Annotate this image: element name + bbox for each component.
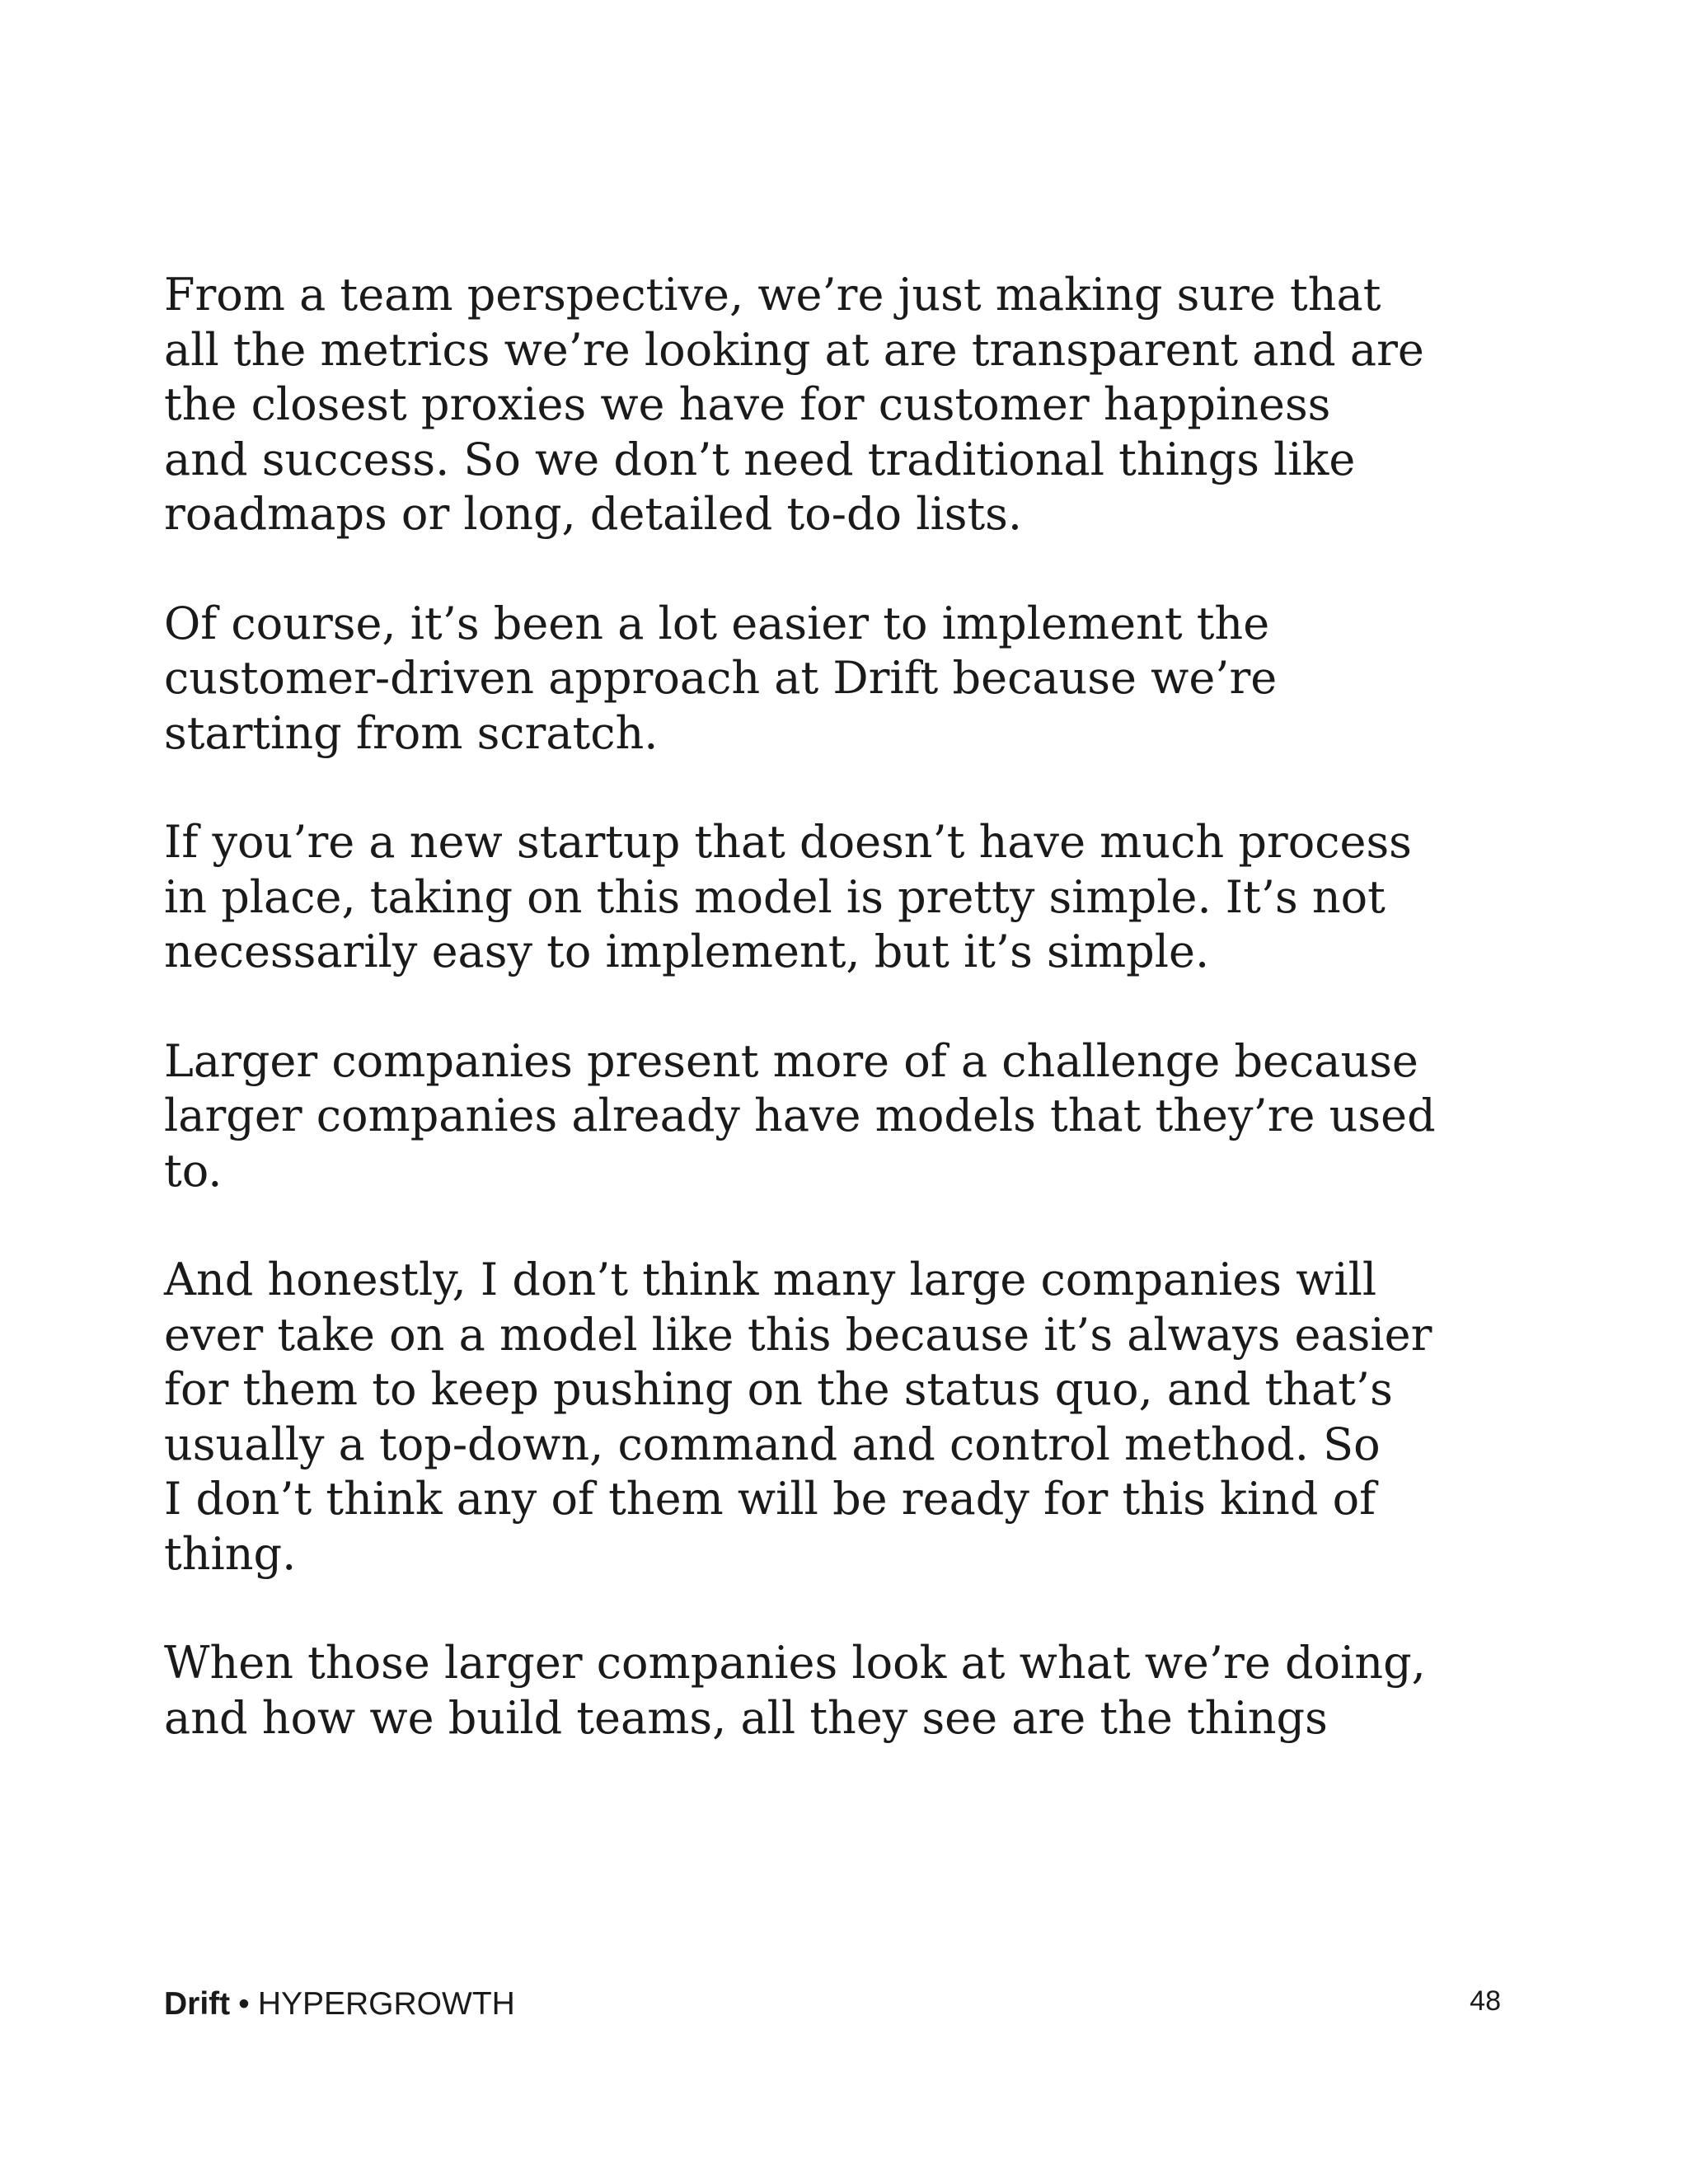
paragraph [164, 815, 1412, 980]
paragraph [164, 268, 1424, 542]
footer [164, 1986, 515, 2022]
body-text [164, 268, 1436, 1800]
text-line: usually a top-down, command and control method. So [164, 1418, 1381, 1470]
footer-separator: • [238, 1986, 250, 2022]
text-line: And honestly, I don’t think many large companies will [164, 1254, 1377, 1305]
text-line: for them to keep pushing on the status quo, and that’s [164, 1363, 1393, 1415]
text-line: larger companies already have models that they’re used [164, 1090, 1436, 1141]
text-line: and how we build teams, all they see are the things [164, 1691, 1328, 1744]
text-line: customer-driven approach at Drift because we’re [164, 652, 1278, 704]
text-line: I don’t think any of them will be ready for this kind of [164, 1473, 1376, 1525]
paragraph [164, 1636, 1426, 1746]
text-line: and success. So we don’t need traditional things like [164, 433, 1356, 485]
text-line: Of course, it’s been a lot easier to implement the [164, 597, 1270, 649]
text-line: thing. [164, 1527, 297, 1580]
text-line: From a team perspective, we’re just making sure that [164, 269, 1381, 321]
text-line: necessarily easy to implement, but it’s simple. [164, 926, 1210, 977]
text-line: starting from scratch. [164, 706, 659, 759]
paragraph [164, 597, 1301, 762]
text-line: ever take on a model like this because it’s always easier [164, 1308, 1432, 1361]
text-line: roadmaps or long, detailed to-do lists. [164, 488, 1023, 540]
page-number: 48 [1470, 1985, 1501, 2017]
text-line: all the metrics we’re looking at are transparent and are [164, 323, 1424, 376]
footer-brand: Drift [164, 1986, 231, 2022]
footer-title: HYPERGROWTH [257, 1986, 515, 2022]
text-line: When those larger companies look at what we’re doing, [164, 1637, 1426, 1689]
paragraph [164, 1034, 1436, 1199]
paragraph [164, 1253, 1432, 1582]
text-line: to. [164, 1144, 223, 1197]
text-line: If you’re a new startup that doesn’t have much process [164, 816, 1412, 868]
text-line: Larger companies present more of a challenge because [164, 1034, 1418, 1087]
text-line: the closest proxies we have for customer happiness [164, 378, 1331, 430]
text-line: in place, taking on this model is pretty simple. It’s not [164, 870, 1386, 923]
